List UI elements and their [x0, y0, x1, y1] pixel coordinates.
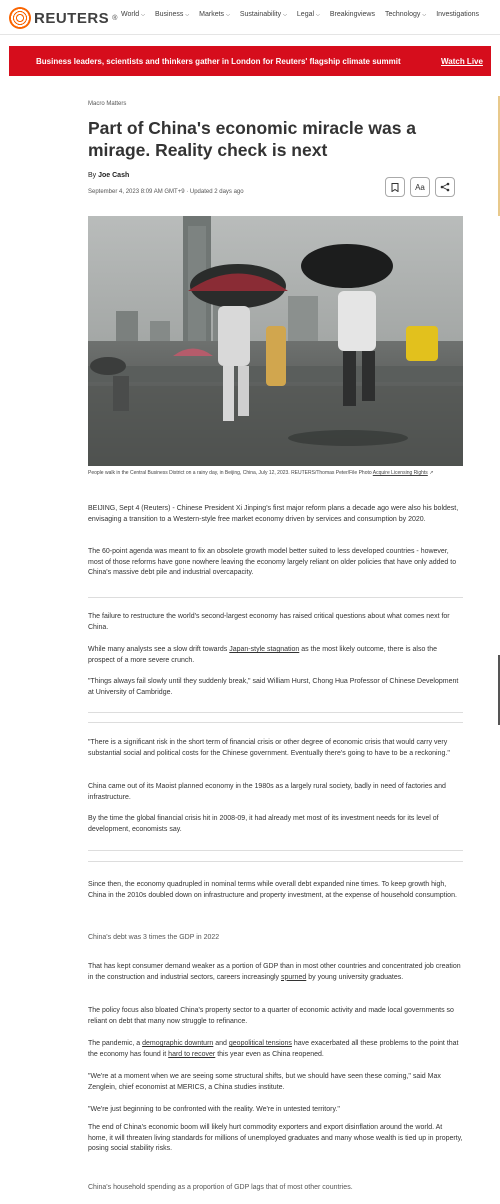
nav-label: Breakingviews — [329, 11, 375, 18]
external-link-icon: ↗ — [429, 470, 434, 476]
bookmark-icon — [391, 183, 399, 192]
paragraph: The 60-point agenda was meant to fix an obsolete growth model better suited to less developed countries - however, most of those reforms have gone nowhere leaving the economy largely reliant on older policies that have only added to China's massive debt pile and industrial overcapacity. — [88, 548, 457, 576]
paragraph: "We're at a moment when we are seeing some structural shifts, but we should have seen these coming," said Max Zenglein, chief economist at MERICS, a China studies institute. — [88, 1073, 441, 1091]
nav-item-technology[interactable] — [385, 11, 426, 18]
nav-item-investigations[interactable] — [436, 11, 479, 18]
nav-item-markets[interactable] — [199, 11, 230, 18]
text-run: The pandemic, a — [88, 1040, 143, 1047]
watch-live-link[interactable]: Watch Live — [441, 57, 483, 66]
share-icon — [440, 182, 450, 192]
graphic-title: China's household spending as a proportion of GDP lags that of most other countries. — [88, 1184, 353, 1191]
paragraph: The end of China's economic boom will likely hurt commodity exporters and export disinflation around the world. At home, it will threaten living standards for millions of unemployed graduates and many whose wealth is tied up in property, posing social stability risks. — [88, 1124, 463, 1152]
paragraph — [88, 645, 463, 666]
top-navigation — [0, 0, 500, 35]
photo-caption — [88, 470, 463, 477]
nav-item-sustainability[interactable] — [240, 11, 287, 18]
brand-name: REUTERS — [34, 9, 110, 27]
nav-label: Business — [154, 11, 184, 18]
text-run: That has kept consumer demand weaker as a portion of GDP than in most other countries and concentrated job creation in the construction and industrial sectors, careers increasingly — [88, 963, 461, 981]
inline-link[interactable]: spurned — [280, 973, 307, 981]
share-button[interactable] — [435, 177, 455, 197]
text-size-button[interactable]: Aa — [410, 177, 430, 197]
article-tools — [385, 177, 455, 197]
inline-link[interactable]: hard to recover — [168, 1050, 216, 1058]
chevron-down-icon: ⌵ — [422, 11, 427, 18]
article-photo[interactable] — [88, 216, 463, 466]
bookmark-button[interactable] — [385, 177, 405, 197]
divider — [88, 861, 463, 862]
inline-link[interactable]: geopolitical tensions — [228, 1040, 292, 1047]
inline-link[interactable]: demographic downturn — [142, 1040, 214, 1047]
nav-label: Legal — [296, 11, 315, 18]
nav-label: Markets — [199, 11, 225, 18]
nav-label: World — [121, 11, 140, 18]
paragraph: "There is a significant risk in the short term of financial crisis or other degree of economic crisis that would carry very substantial social and political costs for the Chinese government. Eventually there's going to have to be a reckoning." — [88, 739, 450, 757]
paragraph: "We're just beginning to be confronted with the reality. We're in untested territory." — [88, 1106, 340, 1113]
banner-text: Business leaders, scientists and thinkers gather in London for Reuters' flagship climate summit — [36, 57, 401, 66]
text-run: have exacerbated all these problems to the point that the economy has found it — [88, 1040, 459, 1058]
article-date: September 4, 2023 8:09 AM GMT+9 · Updated 2 days ago — [88, 189, 244, 195]
caption-text: People walk in the Central Business District on a rainy day, in Beijing, China, July 12, 2023. REUTERS/Thomas Peter/File Photo — [88, 470, 372, 476]
reuters-logo-icon — [9, 7, 31, 29]
author-link[interactable]: Joe Cash — [98, 172, 130, 179]
nav-item-business[interactable] — [155, 11, 189, 18]
nav-label: Investigations — [436, 11, 480, 18]
article-headline: Part of China's economic miracle was a mirage. Reality check is next — [88, 118, 417, 160]
nav-label: Technology — [384, 11, 421, 18]
paragraph: China came out of its Maoist planned economy in the 1980s as a largely rural society, badly in need of factories and infrastructure. — [88, 783, 446, 801]
paragraph — [88, 1039, 463, 1060]
chevron-down-icon: ⌵ — [141, 11, 145, 18]
chevron-down-icon: ⌵ — [316, 11, 320, 18]
graphic-title: China's debt was 3 times the GDP in 2022 — [88, 934, 220, 941]
divider — [88, 597, 463, 598]
paragraph: "Things always fail slowly until they suddenly break," said William Hurst, Chong Hua Professor of Chinese Development at University of Cambridge. — [88, 678, 459, 696]
article-kicker[interactable]: Macro Matters — [88, 101, 127, 107]
text-run: and — [213, 1040, 229, 1047]
main-nav — [121, 11, 479, 18]
paragraph: Since then, the economy quadrupled in nominal terms while overall debt expanded nine times. To keep growth high, China in the 2010s doubled down on infrastructure and property investment, at the expense of household consumption. — [88, 881, 457, 899]
divider — [88, 712, 463, 713]
chevron-down-icon: ⌵ — [226, 11, 230, 18]
nav-item-breakingviews[interactable] — [330, 11, 375, 18]
paragraph: BEIJING, Sept 4 (Reuters) - Chinese President Xi Jinping's first major reform plans a decade ago were also his boldest, envisaging a transition to a Western-style free market economy driven by services and consumption by 2020. — [88, 505, 459, 523]
byline-prefix: By — [88, 172, 97, 179]
paragraph: The failure to restructure the world's second-largest economy has raised critical questions about what comes next for China. — [88, 613, 450, 631]
text-run: this year even as China reopened. — [215, 1050, 324, 1058]
brand-registered-mark: ® — [112, 14, 118, 22]
text-run: While many analysts see a slow drift towards — [88, 646, 230, 653]
nav-label: Sustainability — [239, 11, 282, 18]
promo-banner — [9, 46, 491, 76]
nav-item-legal[interactable] — [297, 11, 320, 18]
nav-item-world[interactable] — [121, 11, 145, 18]
text-run: by young university graduates. — [306, 973, 404, 981]
text-run: as the most likely outcome, there is also the prospect of a more severe crunch. — [88, 646, 438, 664]
chevron-down-icon: ⌵ — [185, 11, 190, 18]
photo-rainy-beijing-street — [88, 216, 463, 466]
divider — [88, 722, 463, 723]
paragraph: The policy focus also bloated China's property sector to a quarter of economic activity and made local governments so reliant on debt that many now struggle to refinance. — [88, 1007, 454, 1025]
divider — [88, 850, 463, 851]
inline-link[interactable]: Japan-style stagnation — [229, 646, 300, 653]
licensing-link[interactable]: Acquire Licensing Rights — [372, 470, 428, 476]
paragraph — [88, 962, 463, 983]
chevron-down-icon: ⌵ — [283, 11, 287, 18]
paragraph: By the time the global financial crisis hit in 2008-09, it had already met most of its investment needs for its level of development, economists say. — [88, 815, 439, 833]
reuters-logo[interactable] — [9, 7, 117, 29]
